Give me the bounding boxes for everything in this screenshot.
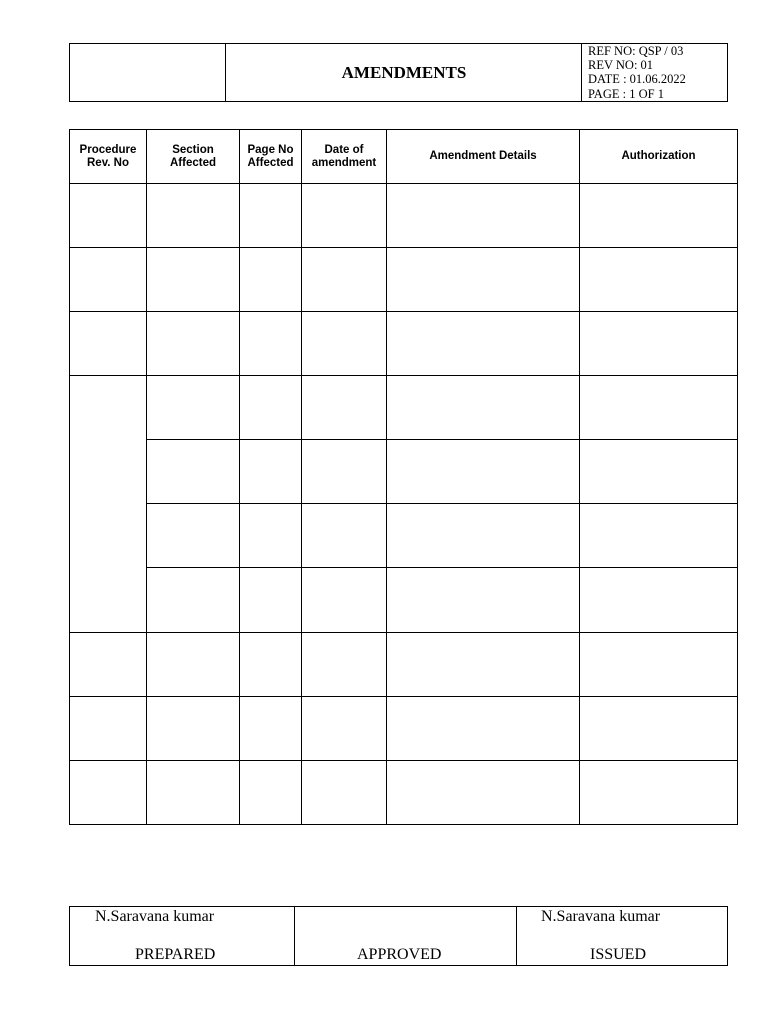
column-header-amendment-details: Amendment Details [429,150,537,163]
prepared-label: PREPARED [135,946,216,963]
column-divider [301,130,302,824]
approved-label: APPROVED [357,946,442,963]
column-header-date-of-amendment: Date of amendment [311,144,377,169]
column-header-authorization: Authorization [621,150,696,163]
column-divider [239,130,240,824]
page-number: PAGE : 1 OF 1 [588,86,664,101]
row-divider [147,567,737,568]
column-divider [386,130,387,824]
column-divider [146,130,147,824]
row-divider [70,375,737,376]
header-row-divider [70,183,737,184]
issued-label: ISSUED [590,946,647,963]
row-divider [147,439,737,440]
revision-number: REV NO: 01 [588,58,654,73]
signature-divider [294,907,295,965]
row-divider [70,247,737,248]
ref-number: REF NO: QSP / 03 [588,44,684,58]
document-control-info [588,44,728,101]
row-divider [70,311,737,312]
column-header-section-affected: Section Affected [169,144,216,169]
document-title: AMENDMENTS [341,62,467,82]
signature-block [69,906,728,966]
issued-by-name: N.Saravana kumar [541,908,661,925]
column-header-page-affected: Page No Affected [247,144,294,169]
prepared-by-name: N.Saravana kumar [95,908,215,925]
row-divider [70,760,737,761]
row-divider [70,632,737,633]
signature-divider [516,907,517,965]
column-header-procedure-rev: Procedure Rev. No [79,144,137,169]
amendments-table [69,129,738,825]
document-date: DATE : 01.06.2022 [588,72,686,87]
row-divider [70,696,737,697]
row-divider [147,503,737,504]
document-header [69,43,728,102]
column-divider [579,130,580,824]
